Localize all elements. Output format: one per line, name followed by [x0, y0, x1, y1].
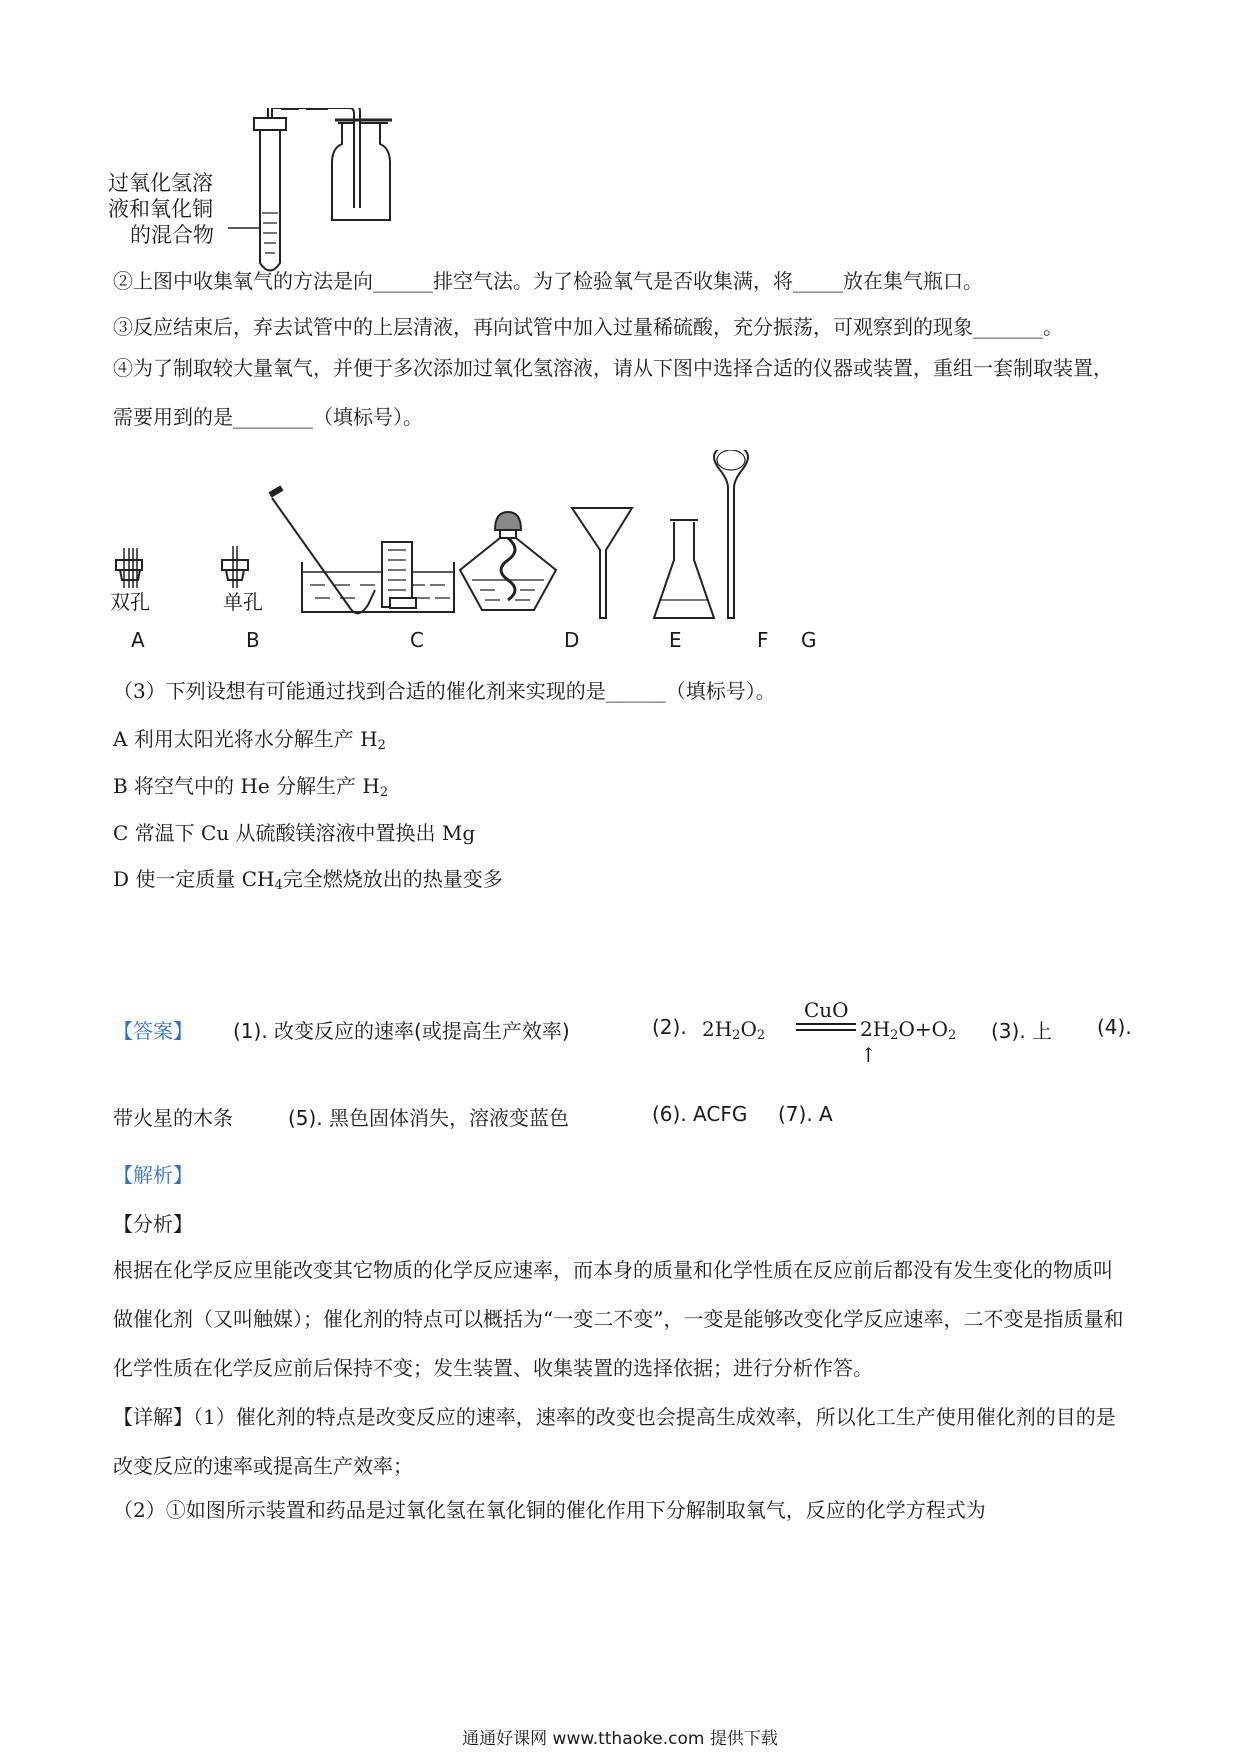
- page-footer: 通通好课网 www.tthaoke.com 提供下载: [462, 1729, 778, 1749]
- analysis-body: 根据在化学反应里能改变其它物质的化学反应速率，而本身的质量和化学性质在反应前后都没有发生变化的物质叫做催化剂（又叫触媒）；催化剂的特点可以概括为“一变二不变”，一变是能够改变化学反应速率，二不变是指质量和化学性质在化学反应前后保持不变；发生装置、收集装置的选择依据；进行分析作答。: [113, 1258, 1124, 1380]
- option-a-text: A 利用太阳光将水分解生产 H: [113, 727, 378, 751]
- answer-2-equation: [702, 998, 957, 1067]
- option-b-subscript: 2: [379, 785, 389, 800]
- detail-paragraph: [113, 1393, 1128, 1491]
- detail-text: （1）催化剂的特点是改变反应的速率，速率的改变也会提高生成效率，所以化工生产使用催化剂的目的是改变反应的速率或提高生产效率；: [113, 1405, 1116, 1478]
- option-c: [113, 818, 475, 848]
- alcohol-lamp-icon: [460, 512, 556, 610]
- water-trough-icon: [270, 488, 454, 613]
- apparatus-1-label-line: 的混合物: [130, 223, 214, 247]
- option-b-text: B 将空气中的 He 分解生产 H: [113, 774, 380, 798]
- equation-rhs: $2H_2O+O_2$ ↑: [860, 1017, 957, 1067]
- stopper-a-label: 双孔: [110, 590, 150, 614]
- apparatus-letter-f: F: [757, 628, 769, 652]
- conical-flask-icon: [654, 520, 714, 618]
- answer-2-label: (2).: [652, 1015, 687, 1039]
- answer-7: (7). A: [778, 1102, 833, 1126]
- apparatus-letter-b: B: [246, 628, 260, 652]
- question-3-stem: （3）下列设想有可能通过找到合适的催化剂来实现的是______（填标号）。: [113, 679, 776, 703]
- option-d: [113, 864, 503, 901]
- analysis-subtag: 【分析】: [113, 1212, 193, 1236]
- apparatus-letter-d: D: [564, 628, 580, 652]
- equation-catalyst: CuO: [804, 998, 849, 1022]
- option-c-text: C 常温下 Cu 从硫酸镁溶液中置换出 Mg: [113, 821, 476, 845]
- answer-5: (5). 黑色固体消失，溶液变蓝色: [288, 1106, 570, 1130]
- question-2-3: ③反应结束后，弃去试管中的上层清液，再向试管中加入过量稀硫酸，充分振荡，可观察到的现象_______。: [113, 315, 1063, 339]
- long-neck-funnel-icon: [714, 450, 748, 618]
- funnel-icon: [572, 508, 632, 618]
- apparatus-letter-a: A: [131, 628, 145, 652]
- option-b: [113, 771, 388, 808]
- detail-tag: 【详解】: [113, 1405, 193, 1429]
- apparatus-1-label-line: 过氧化氢溶: [108, 171, 213, 195]
- answer-4-label: (4).: [1097, 1015, 1132, 1039]
- analysis-tag: 【解析】: [113, 1163, 193, 1187]
- stopper-b-label: 单孔: [223, 590, 263, 614]
- apparatus-1-label-line: 液和氧化铜: [108, 197, 213, 221]
- question-2-4: ④为了制取较大量氧气，并便于多次添加过氧化氢溶液，请从下图中选择合适的仪器或装置，重组一套制取装置，需要用到的是________（填标号）。: [113, 356, 1113, 429]
- option-a-subscript: 2: [377, 738, 386, 753]
- answer-3: (3). 上: [991, 1019, 1053, 1043]
- answer-1: (1). 改变反应的速率(或提高生产效率): [233, 1019, 570, 1043]
- option-d-tail: 完全燃烧放出的热量变多: [282, 867, 503, 891]
- double-hole-stopper-icon: [116, 548, 142, 588]
- option-d-subscript: 4: [274, 878, 283, 893]
- equation-equals: [796, 1023, 856, 1031]
- figure-apparatus-2: [110, 450, 870, 680]
- question-2-2: ②上图中收集氧气的方法是向______排空气法。为了检验氧气是否收集满，将_____放在集气瓶口。: [113, 269, 983, 293]
- apparatus-2-drawing: [110, 450, 870, 680]
- option-d-text: D 使一定质量 CH: [113, 867, 275, 891]
- apparatus-1-label: [108, 170, 214, 248]
- answer-6: (6). ACFG: [652, 1102, 748, 1126]
- apparatus-letter-e: E: [669, 628, 682, 652]
- detail-paragraph-2: （2）①如图所示装置和药品是过氧化氢在氧化铜的催化作用下分解制取氧气，反应的化学方程式为: [113, 1498, 986, 1522]
- answer-4-text: 带火星的木条: [113, 1106, 233, 1130]
- apparatus-letter-g: G: [801, 628, 817, 652]
- apparatus-letter-c: C: [410, 628, 424, 652]
- option-a: [113, 724, 386, 761]
- single-hole-stopper-icon: [222, 546, 248, 588]
- equation-lhs: $2H_2O_2$: [702, 1017, 766, 1043]
- answer-tag: 【答案】: [113, 1019, 193, 1043]
